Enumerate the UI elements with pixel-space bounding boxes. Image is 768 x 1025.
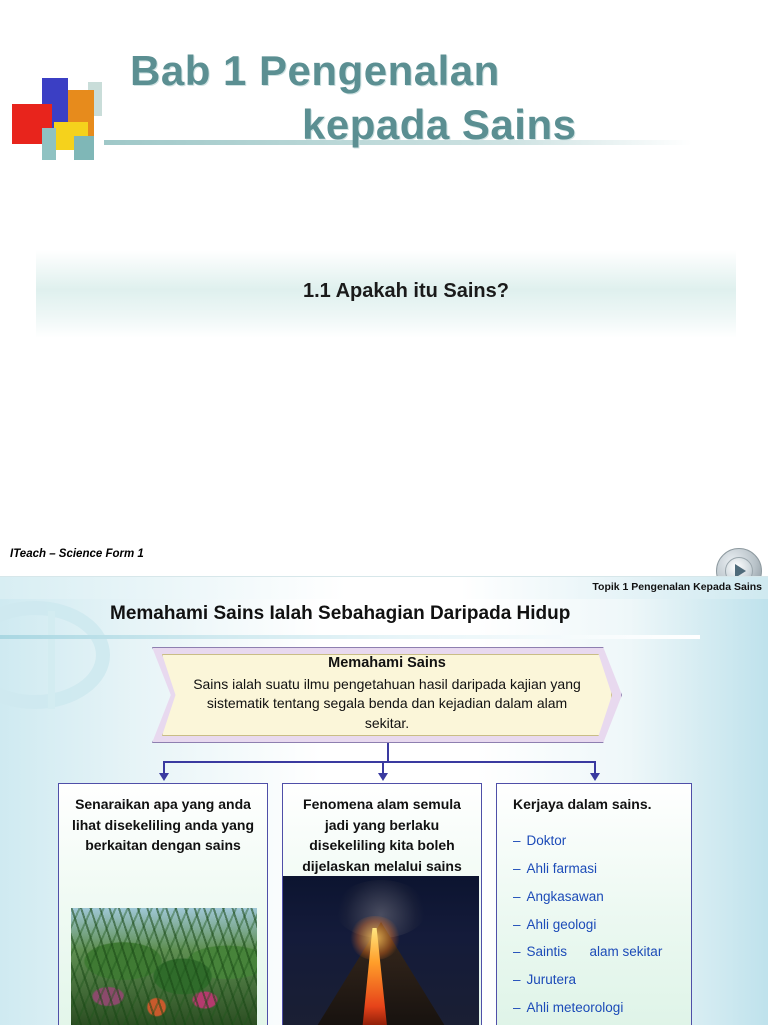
play-arrow-icon: [735, 564, 746, 576]
content-box-2-title: Fenomena alam semula jadi yang berlaku disekeliling kita boleh dijelaskan melalui sains: [302, 796, 462, 875]
list-item: – Ahli farmasi: [513, 860, 598, 876]
list-item-label: Jurutera: [526, 972, 577, 988]
footer-note: ITeach – Science Form 1: [10, 548, 144, 560]
list-item-label: Angkasawan: [526, 888, 604, 904]
banner-text: Sains ialah suatu ilmu pengetahuan hasil daripada kajian yang sistematik tentang segala benda dan kejadian dalam alam sekitar.: [193, 676, 581, 731]
banner-title: Memahami Sains: [328, 655, 446, 671]
volcano-photo: [283, 876, 479, 1025]
slide-content-page: [0, 576, 768, 1025]
connector-crossbar: [163, 761, 595, 763]
page-title-line-2: kepada Sains: [302, 100, 577, 148]
decorative-arc: [0, 601, 110, 709]
plants-photo: [71, 908, 257, 1025]
list-item-label: Ahli geologi: [526, 916, 597, 932]
list-item-label: Doktor: [526, 832, 567, 848]
content-box-2: [282, 783, 482, 1025]
list-item: – Doktor: [513, 832, 567, 848]
page-title: [130, 44, 730, 152]
arrow-head-2: [378, 773, 388, 781]
content-box-3-title: Kerjaya dalam sains.: [513, 796, 652, 812]
list-item-label: Ahli meteorologi: [526, 1000, 624, 1016]
plants-photo-texture: [71, 908, 257, 1025]
list-item: – Ahli geologi: [513, 916, 597, 932]
page-title-line-1: Bab 1 Pengenalan: [130, 47, 500, 94]
list-item: – Saintis alam sekitar: [513, 944, 663, 960]
section-heading: Memahami Sains Ialah Sebahagian Daripada Hidup: [110, 603, 571, 624]
decorative-logo-icon: [12, 78, 116, 160]
definition-banner: [152, 647, 622, 743]
decorative-bar: [0, 635, 700, 639]
subtitle-band: [36, 250, 736, 338]
next-slide-button[interactable]: [716, 548, 762, 576]
content-box-3: [496, 783, 692, 1025]
list-item-label: Ahli farmasi: [526, 860, 598, 876]
career-list: [497, 827, 691, 1023]
topic-label: Topik 1 Pengenalan Kepada Sains: [592, 581, 762, 593]
list-item-label: Saintis alam sekitar: [526, 944, 663, 960]
content-box-1: [58, 783, 268, 1025]
list-item: – Angkasawan: [513, 888, 604, 904]
connector-trunk: [387, 743, 389, 761]
decorative-stick: [48, 611, 55, 709]
arrow-head-1: [159, 773, 169, 781]
list-item: – Jurutera: [513, 972, 577, 988]
list-item: – Ahli meteorologi: [513, 1000, 624, 1016]
content-box-1-title: Senaraikan apa yang anda lihat disekeliling anda yang berkaitan dengan sains: [71, 796, 255, 854]
subtitle-text: 1.1 Apakah itu Sains?: [303, 280, 509, 302]
arrow-head-3: [590, 773, 600, 781]
